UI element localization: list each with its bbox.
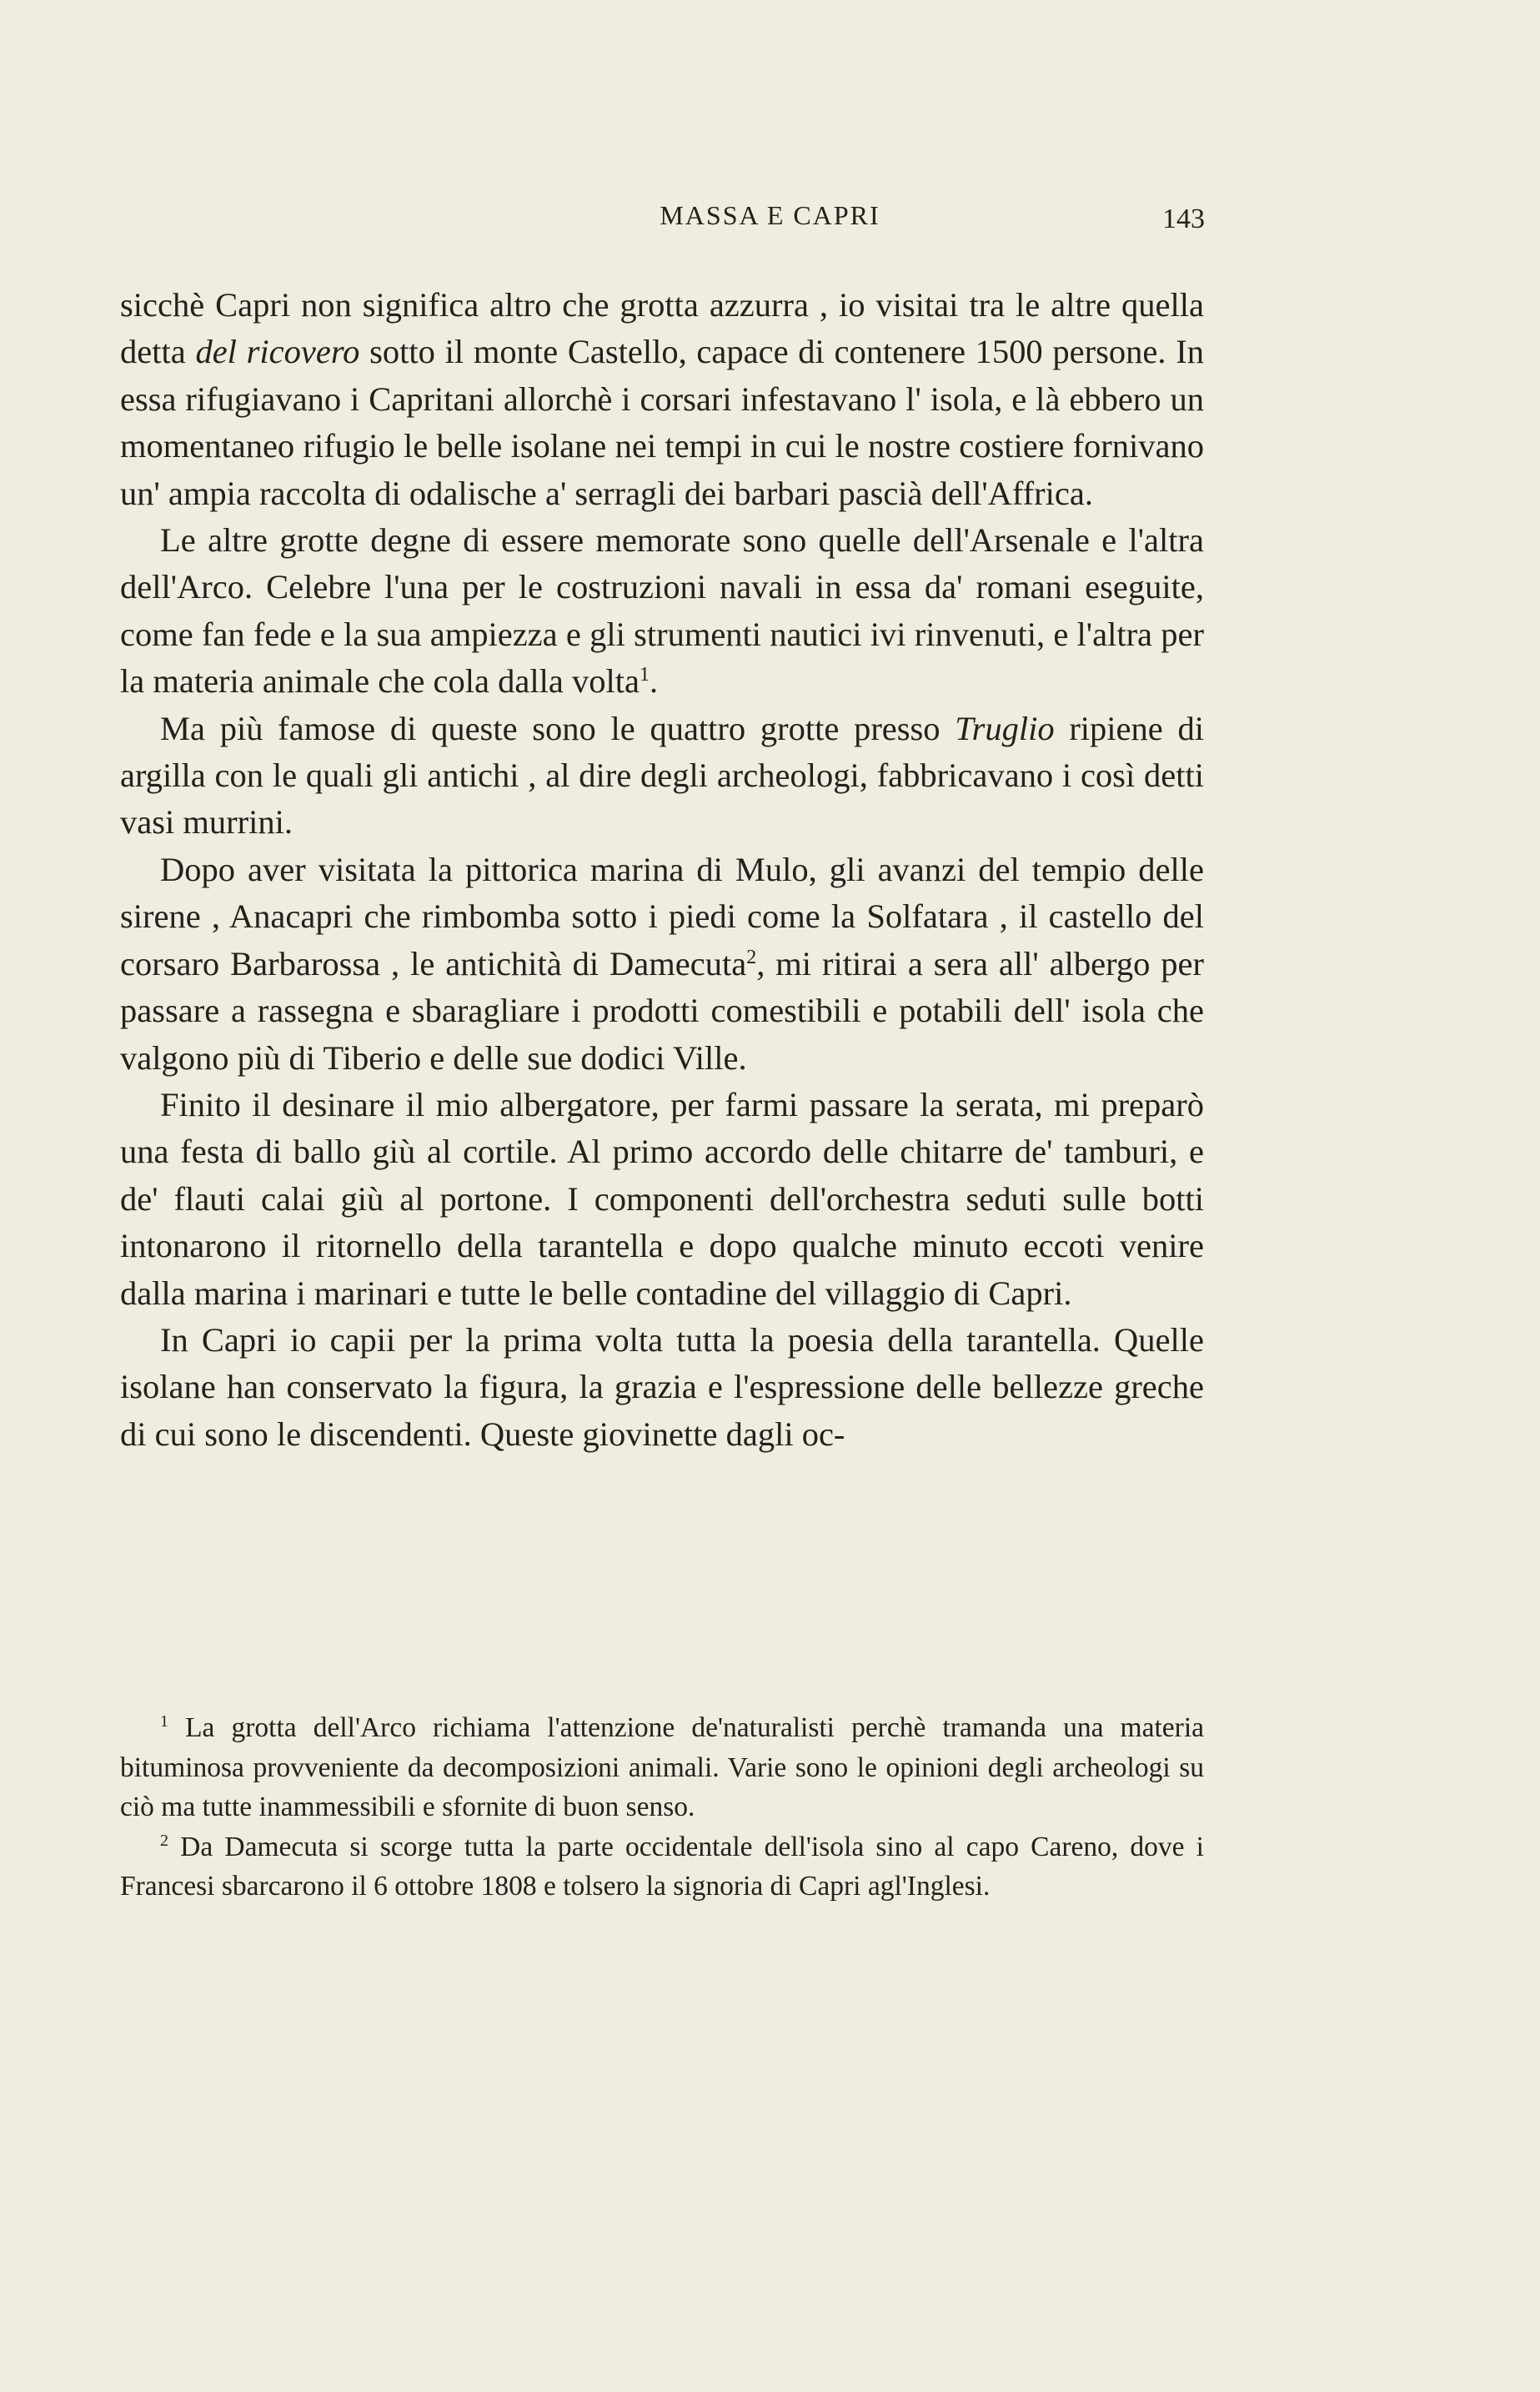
- italic-place-truglio: Truglio: [955, 709, 1055, 747]
- footnotes: [120, 1708, 1204, 1907]
- main-text: [120, 282, 1204, 1458]
- footnote-1-mark: 1: [160, 1712, 168, 1731]
- paragraph-3: [120, 706, 1204, 847]
- paragraph-2-text-b: .: [649, 662, 659, 701]
- page-number: 143: [1162, 204, 1205, 234]
- paragraph-1: [120, 282, 1204, 517]
- italic-phrase-del-ricovero: del ricovero: [195, 333, 360, 371]
- footnote-1: [120, 1708, 1204, 1827]
- paragraph-4-text-b: , mi ritirai a sera all' albergo per passare a rassegna e sbaragliare i prodotti comestibili e potabili dell' isola che valgono più di Tiberio e delle sue dodici Ville.: [120, 944, 1204, 1077]
- footnote-2-mark: 2: [160, 1831, 168, 1850]
- footnote-2: [120, 1827, 1204, 1907]
- paragraph-5: Finito il desinare il mio albergatore, per farmi passare la serata, mi preparò una festa di ballo giù al cortile. Al primo accordo delle chitarre de' tamburi, e de' flauti calai giù al portone. I componenti dell'orchestra seduti sulle botti intonarono il ritornello della tarantella e dopo qualche minuto eccoti venire dalla marina i marinari e tutte le belle contadine del villaggio di Capri.: [120, 1085, 1204, 1312]
- paragraph-6: In Capri io capii per la prima volta tutta la poesia della tarantella. Quelle isolane han conservato la figura, la grazia e l'espressione delle bellezze greche di cui sono le discendenti. Queste giovinette dagli oc-: [120, 1320, 1204, 1453]
- paragraph-1-text-c: sotto il monte Castello, capace di contenere 1500 persone. In essa rifugiavano i Capritani allorchè i corsari infestavano l' isola, e là ebbero un momentaneo rifugio le belle isolane nei tempi in cui le nostre costiere fornivano un' ampia raccolta di odalische a' serragli dei barbari pascià dell'Affrica.: [120, 333, 1204, 512]
- paragraph-2: [120, 517, 1204, 706]
- paragraph-4: [120, 847, 1204, 1082]
- page-header: [0, 197, 1540, 239]
- running-head: MASSA E CAPRI: [660, 200, 880, 230]
- paragraph-3-text-c: ripiene di argilla con le quali gli antichi , al dire degli archeologi, fabbricavano i così detti vasi murrini.: [120, 709, 1204, 842]
- paragraph-2-text-a: Le altre grotte degne di essere memorate sono quelle dell'Arsenale e l'altra dell'Arco. Celebre l'una per le costruzioni navali in essa da' romani eseguite, come fan fede e la sua ampiezza e gli strumenti nautici ivi rinvenuti, e l'altra per la materia animale che cola dalla volta: [120, 521, 1204, 701]
- paragraph-1-text-a: sicchè Capri non significa altro che grotta azzurra , io visitai tra le altre quella detta: [120, 286, 1204, 371]
- paragraph-4-text-a: Dopo aver visitata la pittorica marina di Mulo, gli avanzi del tempio delle sirene , Anacapri che rimbomba sotto i piedi come la Solfatara , il castello del corsaro Barbarossa , le antichità di Damecuta: [120, 850, 1204, 982]
- footnote-ref-2: 2: [746, 946, 757, 968]
- footnote-1-text: La grotta dell'Arco richiama l'attenzione de'naturalisti perchè tramanda una materia bituminosa provveniente da decomposizioni animali. Varie sono le opinioni degli archeologi su ciò ma tutte inammessibili e sfornite di buon senso.: [120, 1712, 1204, 1822]
- footnote-ref-1: 1: [639, 664, 650, 686]
- footnote-2-text: Da Damecuta si scorge tutta la parte occidentale dell'isola sino al capo Careno, dove i Francesi sbarcarono il 6 ottobre 1808 e tolsero la signoria di Capri agl'Inglesi.: [120, 1831, 1204, 1902]
- paragraph-3-text-a: Ma più famose di queste sono le quattro grotte presso: [160, 709, 956, 747]
